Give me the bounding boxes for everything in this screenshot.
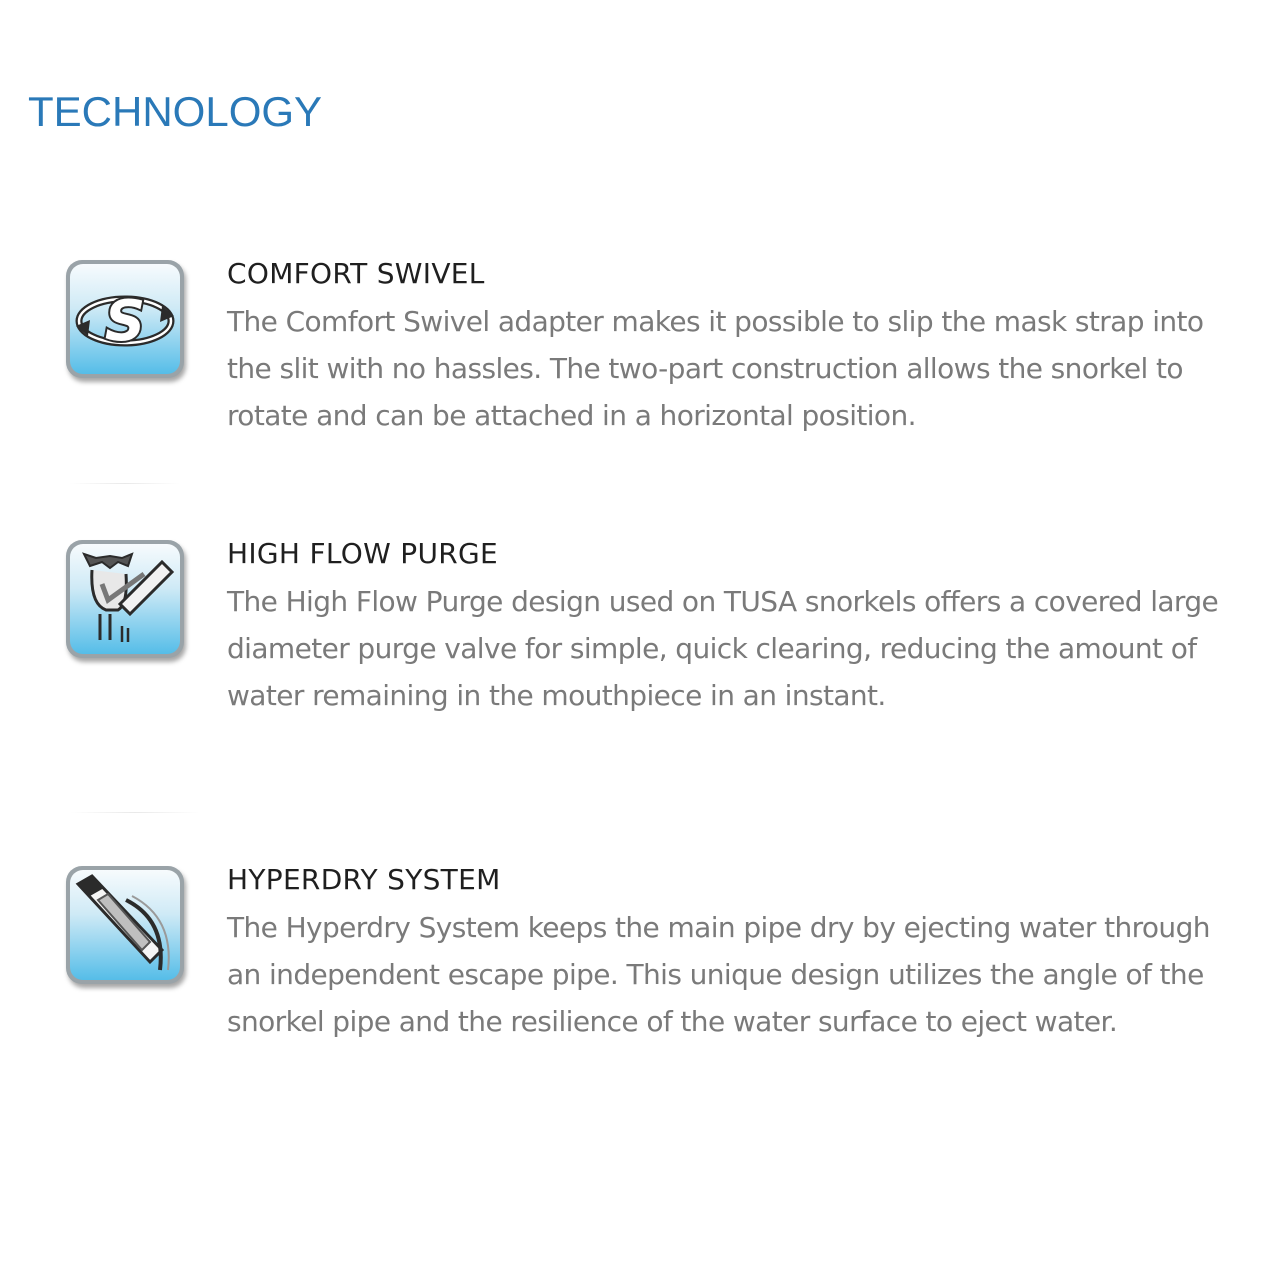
svg-text:S: S: [104, 289, 146, 354]
divider: [70, 483, 180, 484]
purge-valve-icon: [66, 540, 184, 658]
feature-description: The Comfort Swivel adapter makes it possible to slip the mask strap into the slit with no hassles. The two-part construction allows the snorkel to rotate and can be attached in a horizontal position.: [227, 305, 1204, 432]
swivel-icon: [66, 260, 184, 378]
divider: [70, 812, 200, 813]
feature-title: HIGH FLOW PURGE: [227, 537, 499, 570]
feature-title: COMFORT SWIVEL: [227, 257, 485, 290]
hyperdry-icon: [66, 866, 184, 984]
feature-title: HYPERDRY SYSTEM: [227, 863, 501, 896]
feature-description: The Hyperdry System keeps the main pipe dry by ejecting water through an independent escape pipe. This unique design utilizes the angle of the snorkel pipe and the resilience of the water surface to eject water.: [227, 911, 1210, 1038]
page-title: TECHNOLOGY: [28, 88, 323, 135]
feature-description: The High Flow Purge design used on TUSA snorkels offers a covered large diameter purge valve for simple, quick clearing, reducing the amount of water remaining in the mouthpiece in an instant.: [227, 585, 1219, 712]
